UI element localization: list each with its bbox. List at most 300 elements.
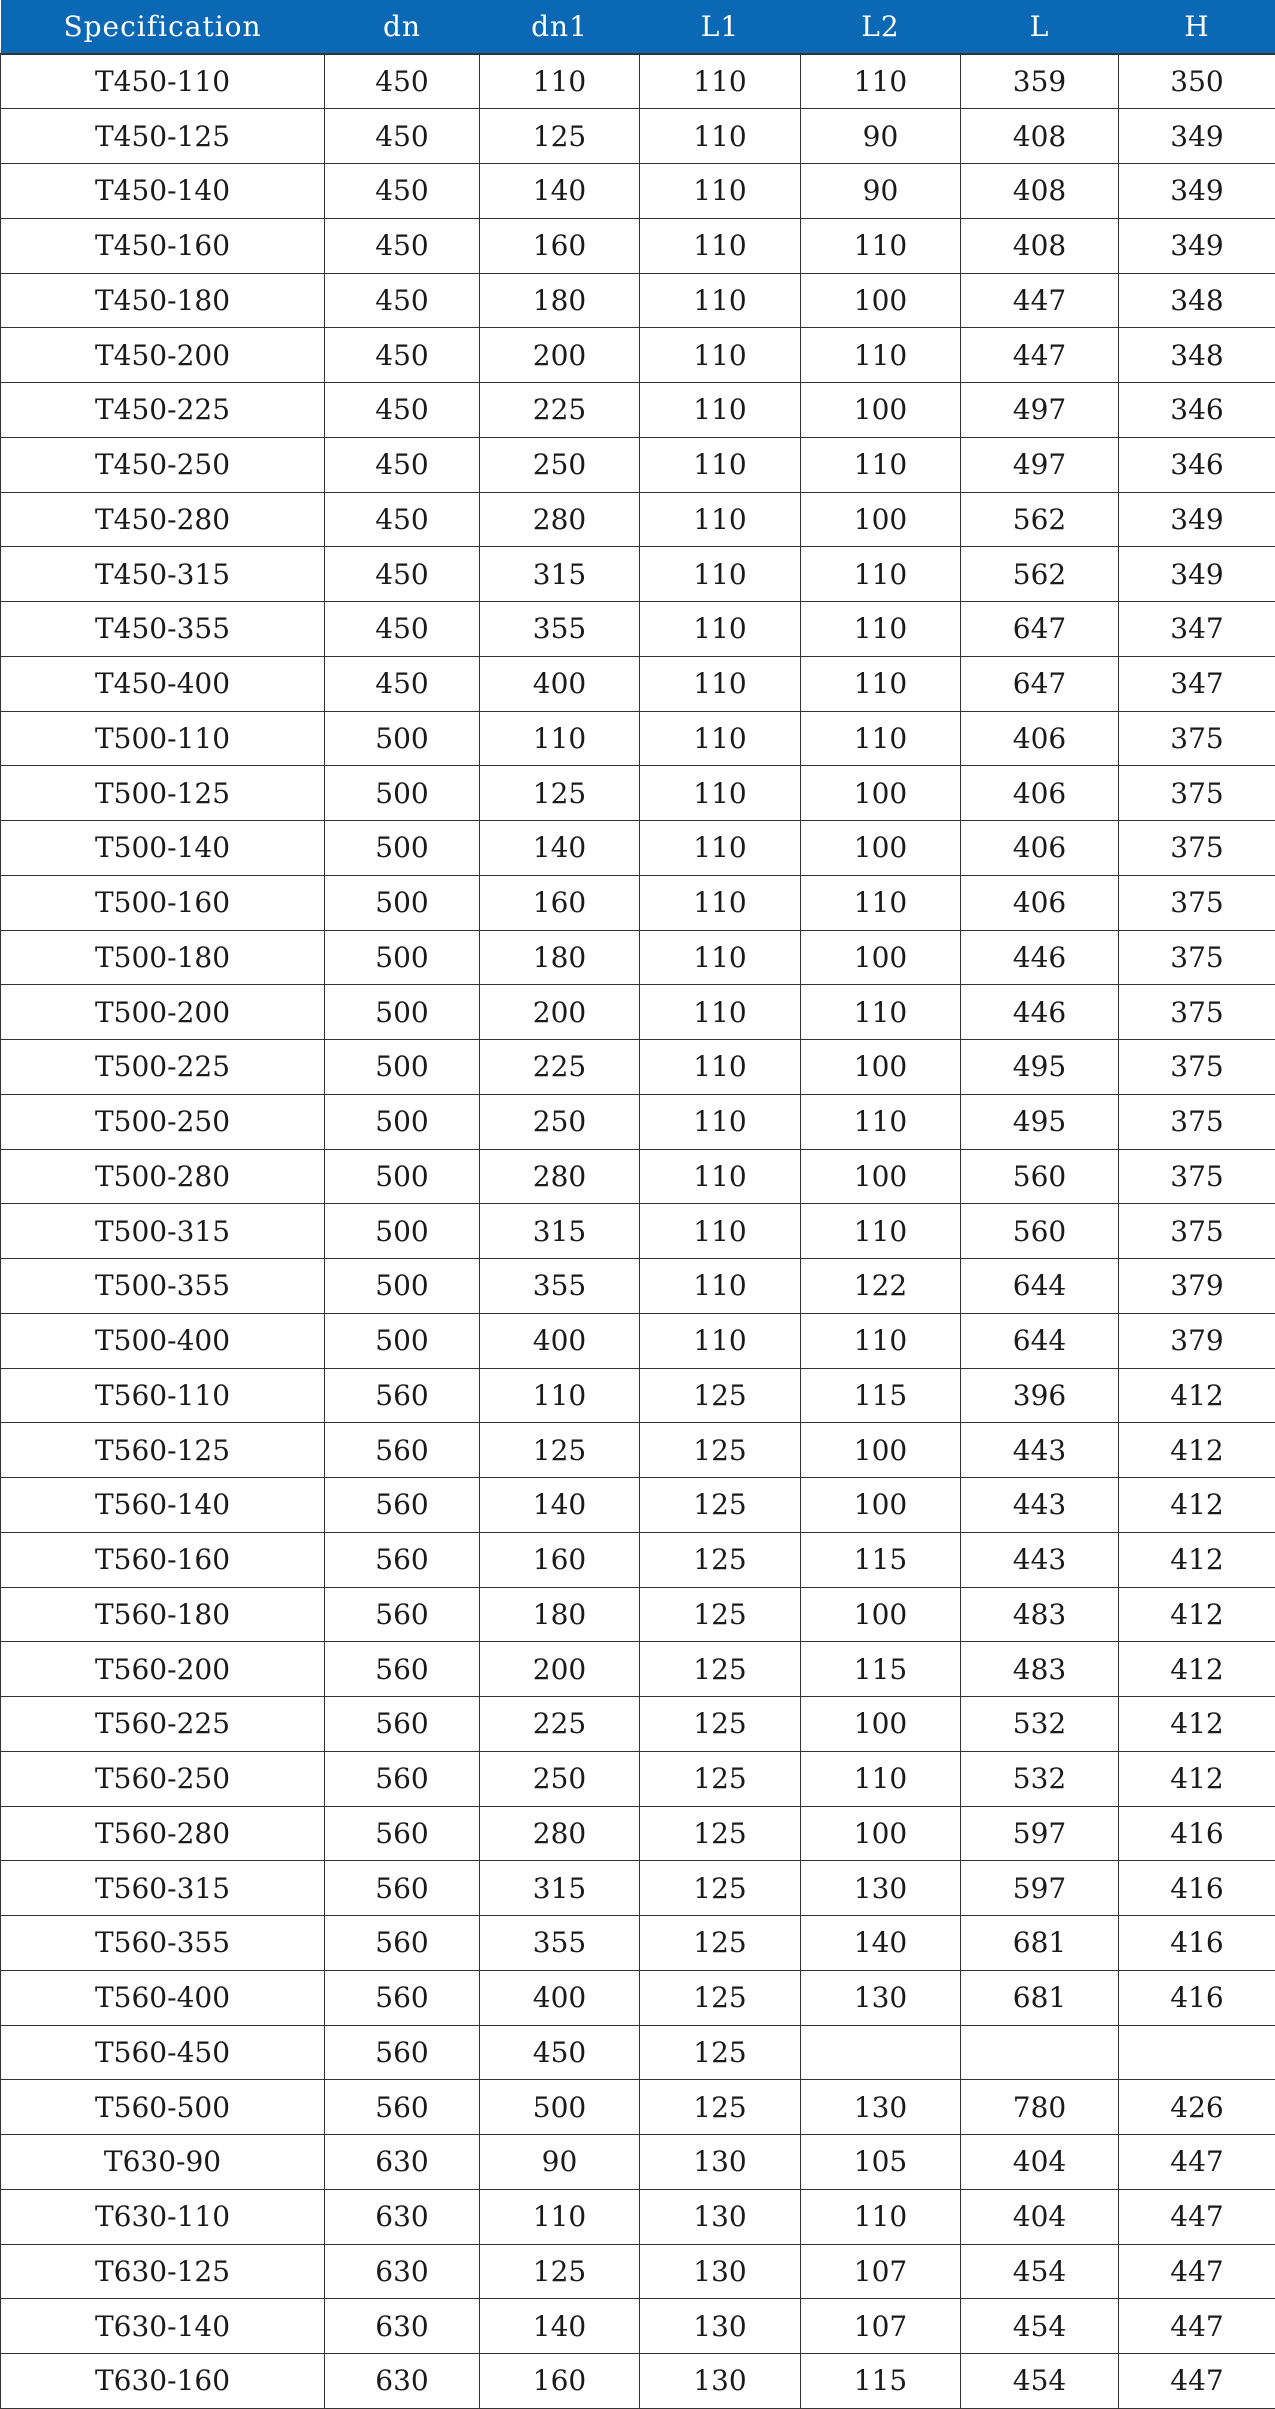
l2-cell: 110 [801, 54, 961, 109]
h-cell: 347 [1119, 656, 1275, 711]
l2-cell: 90 [801, 164, 961, 219]
l-cell: 780 [961, 2080, 1119, 2135]
l-cell: 597 [961, 1861, 1119, 1916]
table-row [1, 1970, 1275, 2025]
l-cell: 443 [961, 1478, 1119, 1533]
dn1-cell: 140 [480, 2299, 640, 2354]
table-row [1, 437, 1275, 492]
l2-cell: 110 [801, 985, 961, 1040]
dn1-cell: 355 [480, 1916, 640, 1971]
l2-cell: 115 [801, 1642, 961, 1697]
dn-cell: 630 [325, 2189, 480, 2244]
dn1-cell: 180 [480, 273, 640, 328]
dn1-cell: 225 [480, 1697, 640, 1752]
l1-cell: 125 [640, 1587, 801, 1642]
table-row [1, 1478, 1275, 1533]
header-l1: L1 [640, 0, 801, 54]
table-row [1, 821, 1275, 876]
l1-cell: 110 [640, 930, 801, 985]
dn-cell: 560 [325, 2080, 480, 2135]
h-cell: 349 [1119, 218, 1275, 273]
h-cell: 346 [1119, 383, 1275, 438]
header-l2: L2 [801, 0, 961, 54]
l-cell: 562 [961, 547, 1119, 602]
l2-cell: 100 [801, 766, 961, 821]
l2-cell: 100 [801, 383, 961, 438]
l-cell: 644 [961, 1313, 1119, 1368]
table-row [1, 2025, 1275, 2080]
dn1-cell: 315 [480, 547, 640, 602]
dn1-cell: 125 [480, 109, 640, 164]
h-cell: 348 [1119, 273, 1275, 328]
dn-cell: 560 [325, 2025, 480, 2080]
spec-cell: T560-400 [1, 1970, 325, 2025]
h-cell: 416 [1119, 1861, 1275, 1916]
spec-cell: T630-90 [1, 2135, 325, 2190]
dn-cell: 560 [325, 1478, 480, 1533]
h-cell: 379 [1119, 1259, 1275, 1314]
spec-cell: T560-125 [1, 1423, 325, 1478]
table-row [1, 1040, 1275, 1095]
dn-cell: 450 [325, 164, 480, 219]
table-row [1, 2135, 1275, 2190]
l-cell: 483 [961, 1587, 1119, 1642]
spec-cell: T630-110 [1, 2189, 325, 2244]
l2-cell: 100 [801, 821, 961, 876]
l-cell: 404 [961, 2135, 1119, 2190]
h-cell: 375 [1119, 1204, 1275, 1259]
l2-cell: 100 [801, 273, 961, 328]
l1-cell: 125 [640, 1478, 801, 1533]
l-cell: 447 [961, 328, 1119, 383]
spec-cell: T450-160 [1, 218, 325, 273]
dn1-cell: 500 [480, 2080, 640, 2135]
spec-cell: T500-355 [1, 1259, 325, 1314]
l2-cell: 110 [801, 547, 961, 602]
l1-cell: 110 [640, 492, 801, 547]
h-cell: 412 [1119, 1368, 1275, 1423]
table-row [1, 1313, 1275, 1368]
dn1-cell: 140 [480, 1478, 640, 1533]
h-cell: 375 [1119, 821, 1275, 876]
table-row [1, 383, 1275, 438]
table-row [1, 1094, 1275, 1149]
l1-cell: 110 [640, 766, 801, 821]
l-cell: 408 [961, 164, 1119, 219]
h-cell: 416 [1119, 1806, 1275, 1861]
dn1-cell: 355 [480, 602, 640, 657]
l2-cell: 115 [801, 1368, 961, 1423]
table-row [1, 2189, 1275, 2244]
l-cell: 562 [961, 492, 1119, 547]
l2-cell: 100 [801, 492, 961, 547]
l-cell: 443 [961, 1532, 1119, 1587]
dn1-cell: 160 [480, 218, 640, 273]
l2-cell: 100 [801, 1040, 961, 1095]
l1-cell: 110 [640, 1204, 801, 1259]
l1-cell: 125 [640, 1642, 801, 1697]
l2-cell: 130 [801, 1861, 961, 1916]
l1-cell: 125 [640, 1532, 801, 1587]
l2-cell: 110 [801, 328, 961, 383]
l-cell: 443 [961, 1423, 1119, 1478]
h-cell: 375 [1119, 1040, 1275, 1095]
dn1-cell: 110 [480, 2189, 640, 2244]
l1-cell: 125 [640, 1861, 801, 1916]
spec-cell: T560-315 [1, 1861, 325, 1916]
spec-cell: T500-400 [1, 1313, 325, 1368]
l-cell: 495 [961, 1094, 1119, 1149]
spec-cell: T500-180 [1, 930, 325, 985]
table-row [1, 766, 1275, 821]
h-cell: 416 [1119, 1970, 1275, 2025]
dn-cell: 450 [325, 547, 480, 602]
dn-cell: 560 [325, 1423, 480, 1478]
header-l: L [961, 0, 1119, 54]
h-cell [1119, 2025, 1275, 2080]
h-cell: 375 [1119, 875, 1275, 930]
h-cell: 416 [1119, 1916, 1275, 1971]
l2-cell: 100 [801, 1806, 961, 1861]
l-cell: 446 [961, 985, 1119, 1040]
h-cell: 447 [1119, 2189, 1275, 2244]
dn-cell: 500 [325, 821, 480, 876]
l2-cell: 110 [801, 602, 961, 657]
spec-cell: T450-200 [1, 328, 325, 383]
table-row [1, 985, 1275, 1040]
dn1-cell: 315 [480, 1204, 640, 1259]
dn-cell: 450 [325, 218, 480, 273]
l-cell: 446 [961, 930, 1119, 985]
dn-cell: 560 [325, 1532, 480, 1587]
h-cell: 375 [1119, 985, 1275, 1040]
dn1-cell: 400 [480, 1313, 640, 1368]
l1-cell: 125 [640, 2080, 801, 2135]
dn-cell: 450 [325, 273, 480, 328]
spec-cell: T450-225 [1, 383, 325, 438]
h-cell: 379 [1119, 1313, 1275, 1368]
table-row [1, 218, 1275, 273]
dn-cell: 450 [325, 437, 480, 492]
l1-cell: 110 [640, 1259, 801, 1314]
spec-cell: T450-280 [1, 492, 325, 547]
dn1-cell: 400 [480, 656, 640, 711]
spec-cell: T450-125 [1, 109, 325, 164]
l2-cell: 110 [801, 437, 961, 492]
l2-cell: 100 [801, 1697, 961, 1752]
dn1-cell: 125 [480, 2244, 640, 2299]
table-row [1, 602, 1275, 657]
spec-cell: T450-400 [1, 656, 325, 711]
spec-cell: T500-140 [1, 821, 325, 876]
l1-cell: 125 [640, 2025, 801, 2080]
spec-cell: T500-110 [1, 711, 325, 766]
h-cell: 347 [1119, 602, 1275, 657]
l1-cell: 110 [640, 875, 801, 930]
dn1-cell: 280 [480, 492, 640, 547]
l1-cell: 125 [640, 1970, 801, 2025]
table-row [1, 492, 1275, 547]
l-cell: 483 [961, 1642, 1119, 1697]
dn-cell: 630 [325, 2135, 480, 2190]
dn-cell: 500 [325, 711, 480, 766]
spec-cell: T500-200 [1, 985, 325, 1040]
dn1-cell: 400 [480, 1970, 640, 2025]
spec-cell: T560-450 [1, 2025, 325, 2080]
dn-cell: 450 [325, 328, 480, 383]
spec-cell: T500-225 [1, 1040, 325, 1095]
h-cell: 426 [1119, 2080, 1275, 2135]
spec-cell: T450-140 [1, 164, 325, 219]
spec-cell: T560-160 [1, 1532, 325, 1587]
l2-cell: 105 [801, 2135, 961, 2190]
l-cell [961, 2025, 1119, 2080]
l2-cell: 90 [801, 109, 961, 164]
l1-cell: 130 [640, 2135, 801, 2190]
dn1-cell: 250 [480, 1751, 640, 1806]
spec-cell: T560-355 [1, 1916, 325, 1971]
table-row [1, 547, 1275, 602]
dn1-cell: 110 [480, 711, 640, 766]
dn-cell: 560 [325, 1751, 480, 1806]
table-row [1, 2354, 1275, 2409]
l-cell: 597 [961, 1806, 1119, 1861]
table-row [1, 1532, 1275, 1587]
spec-cell: T500-280 [1, 1149, 325, 1204]
l2-cell: 110 [801, 2189, 961, 2244]
l-cell: 644 [961, 1259, 1119, 1314]
dn-cell: 450 [325, 602, 480, 657]
l1-cell: 125 [640, 1368, 801, 1423]
dn-cell: 450 [325, 656, 480, 711]
h-cell: 447 [1119, 2244, 1275, 2299]
header-h: H [1119, 0, 1275, 54]
l2-cell: 107 [801, 2244, 961, 2299]
dn1-cell: 90 [480, 2135, 640, 2190]
dn1-cell: 200 [480, 1642, 640, 1697]
table-row [1, 54, 1275, 109]
l-cell: 408 [961, 218, 1119, 273]
table-row [1, 1697, 1275, 1752]
h-cell: 375 [1119, 1094, 1275, 1149]
spec-cell: T560-110 [1, 1368, 325, 1423]
dn1-cell: 280 [480, 1149, 640, 1204]
spec-cell: T560-225 [1, 1697, 325, 1752]
dn1-cell: 250 [480, 1094, 640, 1149]
l-cell: 647 [961, 656, 1119, 711]
table-row [1, 1806, 1275, 1861]
h-cell: 349 [1119, 547, 1275, 602]
h-cell: 349 [1119, 164, 1275, 219]
spec-cell: T450-180 [1, 273, 325, 328]
l-cell: 454 [961, 2354, 1119, 2409]
h-cell: 350 [1119, 54, 1275, 109]
spec-cell: T500-125 [1, 766, 325, 821]
l2-cell: 107 [801, 2299, 961, 2354]
l1-cell: 130 [640, 2244, 801, 2299]
dn-cell: 500 [325, 766, 480, 821]
dn-cell: 560 [325, 1697, 480, 1752]
h-cell: 412 [1119, 1423, 1275, 1478]
header-dn: dn [325, 0, 480, 54]
l-cell: 447 [961, 273, 1119, 328]
l1-cell: 125 [640, 1697, 801, 1752]
l-cell: 406 [961, 711, 1119, 766]
l-cell: 495 [961, 1040, 1119, 1095]
spec-cell: T560-500 [1, 2080, 325, 2135]
dn-cell: 560 [325, 1368, 480, 1423]
table-row [1, 1861, 1275, 1916]
spec-cell: T630-160 [1, 2354, 325, 2409]
l1-cell: 125 [640, 1806, 801, 1861]
dn-cell: 560 [325, 1806, 480, 1861]
l2-cell: 100 [801, 930, 961, 985]
dn1-cell: 200 [480, 328, 640, 383]
h-cell: 375 [1119, 1149, 1275, 1204]
table-row [1, 1916, 1275, 1971]
spec-cell: T500-315 [1, 1204, 325, 1259]
l1-cell: 110 [640, 437, 801, 492]
h-cell: 412 [1119, 1478, 1275, 1533]
table-header-row [1, 0, 1275, 54]
dn-cell: 500 [325, 1094, 480, 1149]
table-row [1, 273, 1275, 328]
l-cell: 560 [961, 1204, 1119, 1259]
l-cell: 406 [961, 875, 1119, 930]
l-cell: 406 [961, 766, 1119, 821]
h-cell: 447 [1119, 2135, 1275, 2190]
l1-cell: 110 [640, 218, 801, 273]
header-specification: Specification [1, 0, 325, 54]
l2-cell: 100 [801, 1423, 961, 1478]
l1-cell: 110 [640, 1094, 801, 1149]
h-cell: 348 [1119, 328, 1275, 383]
table-row [1, 1204, 1275, 1259]
dn-cell: 630 [325, 2354, 480, 2409]
l1-cell: 110 [640, 602, 801, 657]
spec-cell: T450-355 [1, 602, 325, 657]
l2-cell: 110 [801, 1094, 961, 1149]
spec-cell: T560-200 [1, 1642, 325, 1697]
table-row [1, 1587, 1275, 1642]
l2-cell [801, 2025, 961, 2080]
l-cell: 647 [961, 602, 1119, 657]
dn1-cell: 110 [480, 54, 640, 109]
h-cell: 349 [1119, 109, 1275, 164]
dn1-cell: 200 [480, 985, 640, 1040]
h-cell: 375 [1119, 930, 1275, 985]
l1-cell: 125 [640, 1916, 801, 1971]
h-cell: 375 [1119, 766, 1275, 821]
dn1-cell: 160 [480, 1532, 640, 1587]
l2-cell: 110 [801, 1313, 961, 1368]
spec-cell: T630-125 [1, 2244, 325, 2299]
dn1-cell: 450 [480, 2025, 640, 2080]
dn-cell: 630 [325, 2299, 480, 2354]
dn-cell: 500 [325, 1149, 480, 1204]
l2-cell: 110 [801, 656, 961, 711]
table-row [1, 711, 1275, 766]
table-row [1, 656, 1275, 711]
dn-cell: 500 [325, 1313, 480, 1368]
table-row [1, 1642, 1275, 1697]
dn-cell: 500 [325, 1259, 480, 1314]
l2-cell: 115 [801, 2354, 961, 2409]
l2-cell: 110 [801, 218, 961, 273]
dn-cell: 500 [325, 930, 480, 985]
l-cell: 497 [961, 383, 1119, 438]
dn-cell: 450 [325, 383, 480, 438]
h-cell: 412 [1119, 1587, 1275, 1642]
l-cell: 359 [961, 54, 1119, 109]
l-cell: 454 [961, 2299, 1119, 2354]
dn1-cell: 315 [480, 1861, 640, 1916]
l-cell: 396 [961, 1368, 1119, 1423]
l2-cell: 122 [801, 1259, 961, 1314]
spec-cell: T500-160 [1, 875, 325, 930]
table-body [1, 54, 1275, 2408]
table-row [1, 1259, 1275, 1314]
dn-cell: 500 [325, 875, 480, 930]
h-cell: 349 [1119, 492, 1275, 547]
table-row [1, 875, 1275, 930]
l2-cell: 100 [801, 1478, 961, 1533]
spec-cell: T560-180 [1, 1587, 325, 1642]
l-cell: 454 [961, 2244, 1119, 2299]
dn1-cell: 140 [480, 821, 640, 876]
l1-cell: 110 [640, 1149, 801, 1204]
l2-cell: 130 [801, 1970, 961, 2025]
l-cell: 681 [961, 1916, 1119, 1971]
table-row [1, 1149, 1275, 1204]
l-cell: 681 [961, 1970, 1119, 2025]
l1-cell: 110 [640, 328, 801, 383]
l2-cell: 110 [801, 875, 961, 930]
dn1-cell: 160 [480, 2354, 640, 2409]
dn-cell: 560 [325, 1916, 480, 1971]
dn1-cell: 110 [480, 1368, 640, 1423]
table-row [1, 2244, 1275, 2299]
table-row [1, 1751, 1275, 1806]
l2-cell: 140 [801, 1916, 961, 1971]
h-cell: 375 [1119, 711, 1275, 766]
dn-cell: 560 [325, 1587, 480, 1642]
dn-cell: 500 [325, 1040, 480, 1095]
l1-cell: 125 [640, 1751, 801, 1806]
dn1-cell: 225 [480, 1040, 640, 1095]
l1-cell: 110 [640, 547, 801, 602]
l1-cell: 110 [640, 711, 801, 766]
l2-cell: 130 [801, 2080, 961, 2135]
dn-cell: 630 [325, 2244, 480, 2299]
dn1-cell: 125 [480, 766, 640, 821]
l-cell: 406 [961, 821, 1119, 876]
l1-cell: 110 [640, 164, 801, 219]
l1-cell: 110 [640, 383, 801, 438]
dn1-cell: 280 [480, 1806, 640, 1861]
l1-cell: 125 [640, 1423, 801, 1478]
spec-cell: T560-250 [1, 1751, 325, 1806]
dn-cell: 560 [325, 1861, 480, 1916]
l-cell: 532 [961, 1751, 1119, 1806]
dn1-cell: 160 [480, 875, 640, 930]
l-cell: 497 [961, 437, 1119, 492]
dn1-cell: 125 [480, 1423, 640, 1478]
table-row [1, 328, 1275, 383]
table-row [1, 1423, 1275, 1478]
dn-cell: 560 [325, 1642, 480, 1697]
dn1-cell: 140 [480, 164, 640, 219]
